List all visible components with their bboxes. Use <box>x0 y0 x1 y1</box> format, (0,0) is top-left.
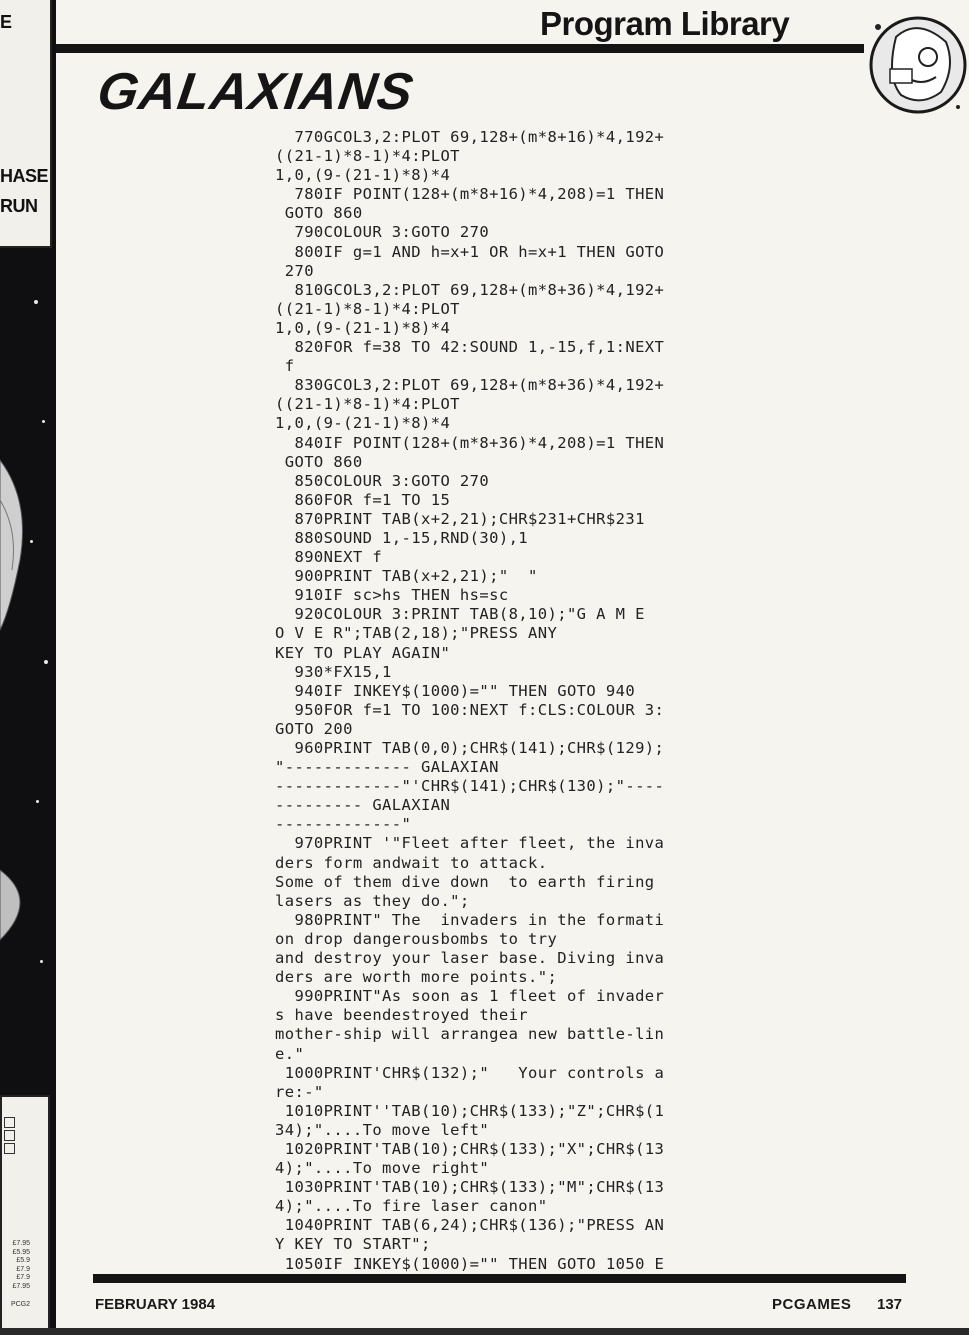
price-item: £7.9 <box>16 1265 30 1273</box>
issue-date: FEBRUARY 1984 <box>95 1296 216 1313</box>
code-line: 920COLOUR 3:PRINT TAB(8,10);"G A M E <box>275 605 645 624</box>
star-dot <box>34 300 38 304</box>
code-line: 770GCOL3,2:PLOT 69,128+(m*8+16)*4,192+ <box>275 128 665 146</box>
section-heading: Program Library <box>540 5 790 42</box>
code-line: 1050IF INKEY$(1000)="" THEN GOTO 1050 E <box>275 1254 665 1273</box>
price-item: PCG2 <box>10 1301 30 1308</box>
code-line: Y KEY TO START"; <box>275 1235 431 1254</box>
magazine-name: PCGAMES <box>772 1296 852 1313</box>
code-line: O V E R";TAB(2,18);"PRESS ANY <box>275 624 558 643</box>
code-line: GOTO 860 <box>275 204 363 223</box>
code-line: 1,0,(9-(21-1)*8)*4 <box>275 414 451 433</box>
code-line: 940IF INKEY$(1000)="" THEN GOTO 940 <box>275 681 636 700</box>
code-line: lasers as they do."; <box>275 891 470 910</box>
price-item: £5.9 <box>16 1257 30 1264</box>
code-line: 1,0,(9-(21-1)*8)*4 <box>275 318 451 337</box>
code-line: ((21-1)*8-1)*4:PLOT <box>275 147 460 166</box>
code-line: GOTO 200 <box>275 719 353 738</box>
star-dot <box>44 660 48 664</box>
code-line: re:-" <box>275 1082 324 1101</box>
adjacent-word-3: RUN <box>0 196 38 216</box>
code-line: 990PRINT"As soon as 1 fleet of invader <box>275 987 665 1006</box>
library-logo-icon <box>866 7 969 125</box>
adjacent-page-strip <box>0 0 56 1335</box>
code-line: 970PRINT '"Fleet after fleet, the inva <box>275 834 665 853</box>
code-line: 960PRINT TAB(0,0);CHR$(141);CHR$(129); <box>275 739 665 757</box>
code-line: e." <box>275 1044 305 1063</box>
code-line: f <box>275 357 295 376</box>
star-dot <box>36 800 39 803</box>
footer-rule <box>93 1274 906 1283</box>
code-line: 950FOR f=1 TO 100:NEXT f:CLS:COLOUR 3: <box>275 700 665 719</box>
code-line: -------------"'CHR$(141);CHR$(130);"---- <box>275 777 665 796</box>
checkbox-grid-icon <box>4 1117 16 1157</box>
price-item: £5.95 <box>12 1248 30 1256</box>
adjacent-page-text-area <box>0 0 52 248</box>
code-line: 1000PRINT'CHR$(132);" Your controls a <box>275 1063 665 1082</box>
price-item: £7.9 <box>16 1274 30 1281</box>
code-line: ((21-1)*8-1)*4:PLOT <box>275 395 460 414</box>
page-number: 137 <box>877 1296 903 1313</box>
program-listing <box>275 128 745 1274</box>
code-line: KEY TO PLAY AGAIN" <box>275 643 451 662</box>
code-line: 790COLOUR 3:GOTO 270 <box>275 223 490 242</box>
price-item: £7.95 <box>12 1240 30 1247</box>
spaceship-artwork <box>0 440 56 640</box>
code-line: ders are worth more points."; <box>275 968 558 987</box>
code-line: and destroy your laser base. Diving inva <box>275 949 665 968</box>
code-line: 1,0,(9-(21-1)*8)*4 <box>275 166 451 185</box>
code-line: mother-ship will arrangea new battle-lin <box>275 1025 665 1044</box>
adjacent-word-2: HASE <box>0 166 49 186</box>
code-line: 1040PRINT TAB(6,24);CHR$(136);"PRESS AN <box>275 1216 665 1235</box>
code-line: on drop dangerousbombs to try <box>275 929 558 948</box>
code-line: 980PRINT" The invaders in the formati <box>275 910 665 929</box>
code-line: 820FOR f=38 TO 42:SOUND 1,-15,f,1:NEXT <box>275 338 665 357</box>
spaceship-artwork-2 <box>0 860 56 950</box>
code-line: 1030PRINT'TAB(10);CHR$(133);"M";CHR$(13 <box>275 1178 665 1197</box>
adjacent-price-list <box>2 1240 30 1310</box>
adjacent-word-1: E <box>0 12 12 32</box>
code-line: 4);"....To fire laser canon" <box>275 1197 548 1216</box>
code-line: "------------- GALAXIAN <box>275 758 499 777</box>
code-line: 4);"....To move right" <box>275 1159 490 1178</box>
star-dot <box>40 960 43 963</box>
code-line: 270 <box>275 261 314 280</box>
header-rule <box>56 44 864 53</box>
code-line: 840IF POINT(128+(m*8+36)*4,208)=1 THEN <box>275 433 665 452</box>
code-line: 910IF sc>hs THEN hs=sc <box>275 586 509 605</box>
price-item: £7.95 <box>12 1282 30 1290</box>
code-line: --------- GALAXIAN <box>275 796 451 815</box>
code-line: 810GCOL3,2:PLOT 69,128+(m*8+36)*4,192+ <box>275 280 665 299</box>
page-bottom-edge <box>0 1328 969 1335</box>
code-line: 780IF POINT(128+(m*8+16)*4,208)=1 THEN <box>275 185 665 204</box>
code-line: 890NEXT f <box>275 548 383 567</box>
code-line: -------------" <box>275 815 412 834</box>
code-line: ((21-1)*8-1)*4:PLOT <box>275 299 460 318</box>
code-line: Some of them dive down to earth firing <box>275 872 655 891</box>
code-line: 800IF g=1 AND h=x+1 OR h=x+1 THEN GOTO <box>275 242 665 261</box>
page-title: GALAXIANS <box>93 63 418 121</box>
code-line: ders form andwait to attack. <box>275 853 548 872</box>
code-line: 830GCOL3,2:PLOT 69,128+(m*8+36)*4,192+ <box>275 376 665 395</box>
code-line: 1010PRINT''TAB(10);CHR$(133);"Z";CHR$(1 <box>275 1101 665 1120</box>
code-line: GOTO 860 <box>275 452 363 471</box>
star-dot <box>42 420 45 423</box>
code-line: 930*FX15,1 <box>275 662 392 681</box>
code-line: 1020PRINT'TAB(10);CHR$(133);"X";CHR$(13 <box>275 1139 665 1158</box>
code-line: 34);"....To move left" <box>275 1120 490 1139</box>
code-line: 870PRINT TAB(x+2,21);CHR$231+CHR$231 <box>275 509 645 528</box>
code-line: 850COLOUR 3:GOTO 270 <box>275 471 490 490</box>
code-line: 860FOR f=1 TO 15 <box>275 490 451 509</box>
code-line: 900PRINT TAB(x+2,21);" " <box>275 567 538 586</box>
code-line: 880SOUND 1,-15,RND(30),1 <box>275 528 529 547</box>
code-line: s have beendestroyed their <box>275 1006 529 1025</box>
